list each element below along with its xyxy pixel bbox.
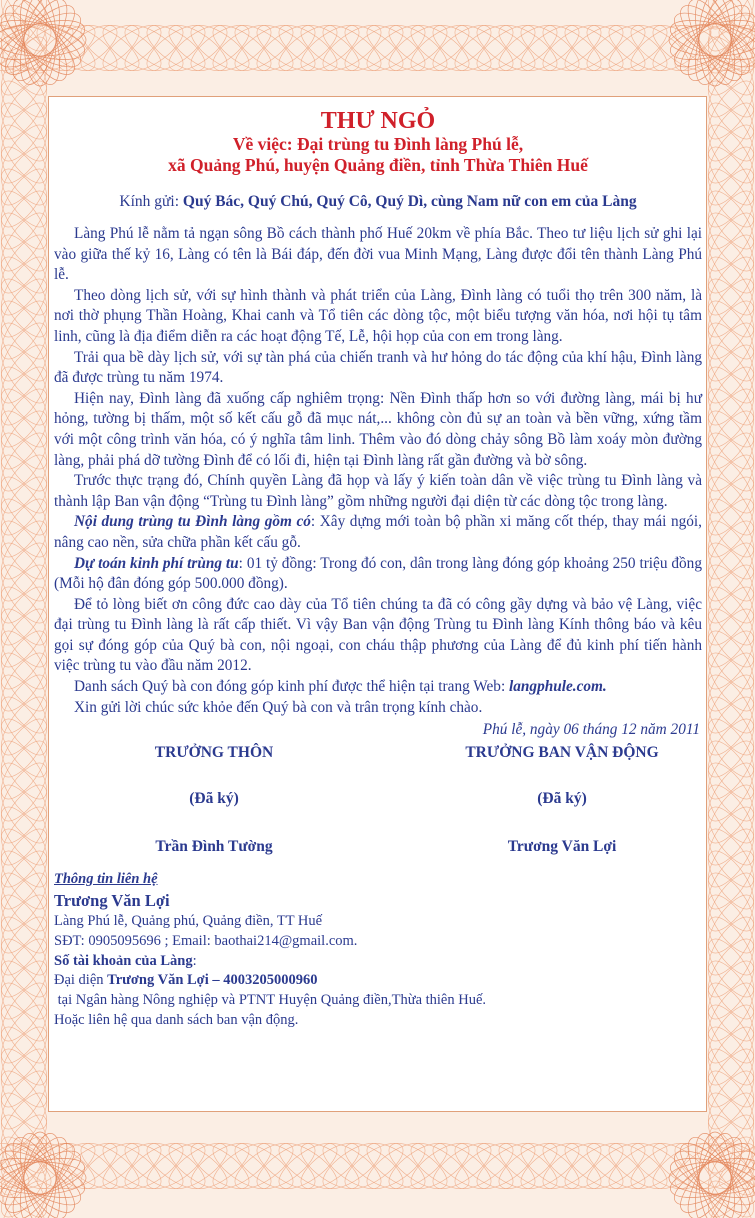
rep-account: Trương Văn Lợi – 4003205000960 <box>107 972 318 989</box>
rep-prefix: Đại diện <box>54 972 108 989</box>
website-link[interactable]: langphule.com. <box>509 678 607 696</box>
account-colon: : <box>192 952 197 969</box>
left-signed-mark: (Đã ký) <box>189 790 239 808</box>
account-line <box>54 952 702 972</box>
right-signer-name: Trương Văn Lợi <box>507 838 617 856</box>
subtitle-line-1: Về việc: Đại trùng tu Đình làng Phú lễ, <box>232 134 524 154</box>
paragraph-scope <box>54 512 702 553</box>
letter-body <box>54 224 702 718</box>
budget-text: : 01 tỷ đồng: Trong đó con, dân trong làng đóng góp khoảng 250 triệu đồng (Mỗi hộ đân đóng góp 500.000 đồng). <box>54 554 702 593</box>
signature-marks <box>54 790 702 818</box>
subtitle-line-2: xã Quảng Phú, huyện Quảng điền, tỉnh Thừa Thiên Huế <box>168 155 588 175</box>
paragraph-committee: Trước thực trạng đó, Chính quyền Làng đã họp và lấy ý kiến toàn dân về việc trùng tu Đình làng và thành lập Ban vận động “Trùng tu Đình làng” gồm những người đại diện từ các dòng tộc trong làng. <box>54 472 702 510</box>
scope-text: : Xây dựng mới toàn bộ phần xi măng cốt thép, thay mái ngói, nâng cao nền, sửa chữa phần kết cấu gỗ. <box>54 513 702 551</box>
contact-info <box>54 870 702 1031</box>
account-label: Số tài khoản của Làng <box>54 952 193 969</box>
paragraph-appeal: Để tỏ lòng biết ơn công đức cao dày của Tổ tiên chúng ta đã có công gầy dựng và bảo vệ Làng, việc đại trùng tu Đình làng là rất cấp thiết. Vì vậy Ban vận động Trùng tu Đình làng Kính thông báo và kêu gọi sự đóng góp của Quý bà con, nội ngoại, con cháu thập phương của Làng để đủ kinh phí tiến hành việc trùng tu vào đầu năm 2012. <box>54 595 702 675</box>
contact-phone-email[interactable]: SĐT: 0905095696 ; Email: baothai214@gmail.com. <box>54 932 358 949</box>
left-signer-title: TRƯỞNG THÔN <box>154 744 274 762</box>
contact-heading: Thông tin liên hệ <box>54 871 158 888</box>
contact-address: Làng Phú lễ, Quảng phú, Quảng điền, TT Huế <box>54 913 323 930</box>
paragraph-history: Làng Phú lễ nằm tả ngạn sông Bồ cách thành phố Huế 20km về phía Bắc. Theo tư liệu lịch sử ghi lại vào giữa thế kỷ 16, Làng có tên là Bái đáp, đến đời vua Minh Mạng, Làng được đổi tên thành Làng Phú lễ. <box>54 225 702 284</box>
greeting-prefix: Kính gửi: <box>119 193 183 210</box>
greeting-recipients: Quý Bác, Quý Chú, Quý Cô, Quý Dì, cùng Nam nữ con em của Làng <box>182 193 637 210</box>
paragraph-dinh-lang: Theo dòng lịch sử, với sự hình thành và phát triển của Làng, Đình làng có tuổi thọ trên 300 năm, là nơi thờ phụng Thần Hoàng, Khai canh và Tổ tiên các dòng tộc, một biểu tượng văn hóa, nơi hội tụ tâm linh, cũng là địa điểm diễn ra các hoạt động Tế, Lễ, hội họp của con em trong làng. <box>54 286 702 345</box>
alt-contact-line: Hoặc liên hệ qua danh sách ban vận động. <box>54 1012 299 1029</box>
signature-names <box>54 838 702 866</box>
contact-name: Trương Văn Lợi <box>54 891 170 911</box>
guilloche-loop <box>0 0 84 84</box>
guilloche-loop <box>671 0 755 84</box>
guilloche-loop <box>671 0 755 84</box>
paragraph-website <box>54 677 702 698</box>
date-line: Phú lễ, ngày 06 tháng 12 năm 2011 <box>482 721 700 739</box>
greeting <box>54 192 702 212</box>
letter-document <box>54 108 702 1031</box>
letter-title: THƯ NGỎ <box>320 108 436 134</box>
left-signer-name: Trần Đình Tường <box>155 838 273 856</box>
budget-label: Dự toán kinh phí trùng tu <box>74 554 239 572</box>
guilloche-loop <box>0 0 84 84</box>
website-text: Danh sách Quý bà con đóng góp kinh phí được thể hiện tại trang Web: <box>74 678 510 696</box>
paragraph-budget <box>54 554 702 595</box>
scope-label: Nội dung trùng tu Đình làng gồm có <box>74 513 311 531</box>
signature-titles <box>54 744 702 772</box>
right-signer-title: TRƯỞNG BAN VẬN ĐỘNG <box>465 744 659 762</box>
paragraph-restoration-1974: Trải qua bề dày lịch sử, với sự tàn phá của chiến tranh và hư hỏng do tác động của khí hậu, Đình làng đã được trùng tu năm 1974. <box>54 348 702 387</box>
bank-line: tại Ngân hàng Nông nghiệp và PTNT Huyện Quảng điền,Thừa thiên Huế. <box>54 992 487 1009</box>
paragraph-closing: Xin gửi lời chúc sức khỏe đến Quý bà con và trân trọng kính chào. <box>74 698 483 716</box>
right-signed-mark: (Đã ký) <box>537 790 587 808</box>
paragraph-current-state: Hiện nay, Đình làng đã xuống cấp nghiêm trọng: Nền Đình thấp hơn so với đường làng, mái bị hư hỏng, tường bị thấm, một số kết cấu gỗ đã mục nát,... không còn đủ sự an toàn và bền vững, xứng tầm với một công trình văn hóa, có ý nghĩa tâm linh. Thêm vào đó dòng chảy sông Bồ làm xoáy mòn đường làng, phải phá dỡ tường Đình để có lối đi, hiện tại Đình làng rất gần đường và bờ sông. <box>54 389 702 469</box>
representative-line <box>54 971 702 991</box>
